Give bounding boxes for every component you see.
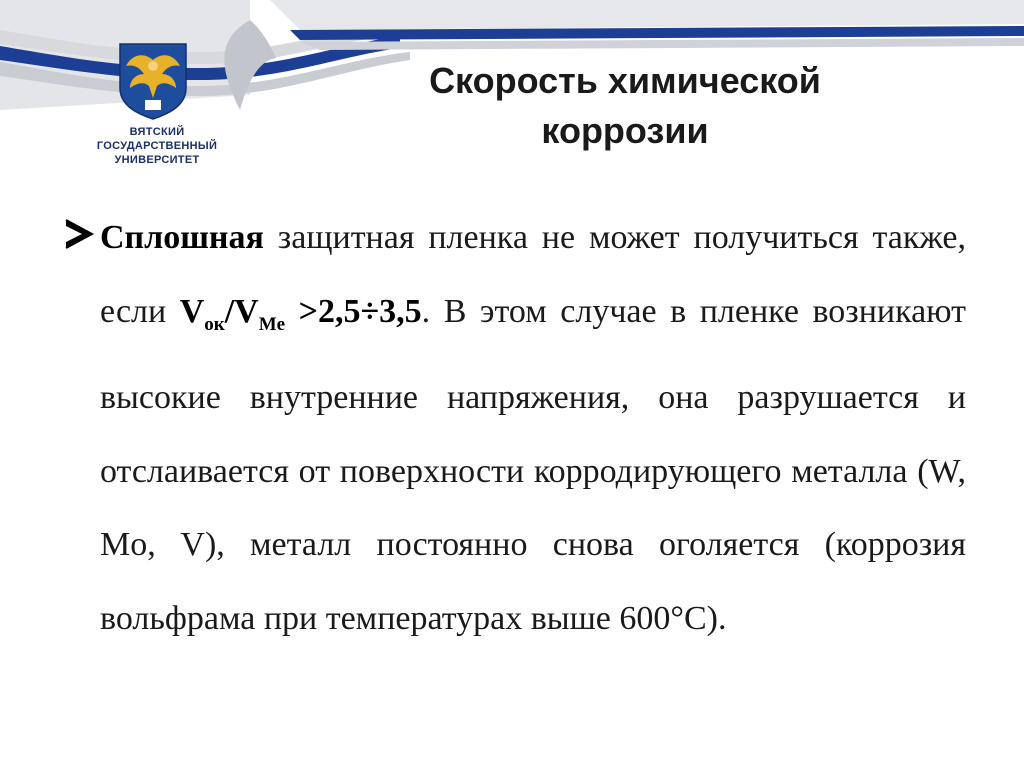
bullet-arrow-icon: [62, 216, 98, 252]
formula-subscript-ok: ок: [204, 313, 225, 335]
slide-title-line-1: Скорость химической: [429, 60, 821, 101]
logo-text-line-1: ВЯТСКИЙ: [129, 126, 185, 138]
formula-subscript-me: Me: [258, 313, 286, 335]
ratio-formula: [179, 292, 422, 335]
logo-text-line-2: ГОСУДАРСТВЕННЫЙ: [96, 140, 218, 152]
bullet-paragraph: [100, 201, 966, 655]
formula-v1: V: [179, 292, 205, 330]
paragraph-text-1: защитная пленка не может получиться также, если: [100, 219, 966, 330]
slide-title: [300, 56, 950, 156]
eagle-shield-icon: [118, 42, 188, 120]
university-logo: [82, 42, 232, 172]
formula-slash-v: /V: [224, 292, 259, 330]
paragraph-text-2: . В этом случае в пленке возникают высокие внутренние напряжения, она разрушается и отслаивается от поверхности корродирующего металла (W, Mo, V), металл постоянно снова оголяется (коррозия вольфрама при температурах выше 600°С).: [100, 292, 966, 637]
bold-lead-word: Сплошная: [100, 219, 264, 256]
slide-title-line-2: коррозии: [541, 110, 709, 151]
logo-text-line-3: УНИВЕРСИТЕТ: [114, 154, 200, 166]
formula-range: >2,5÷3,5: [285, 292, 422, 330]
